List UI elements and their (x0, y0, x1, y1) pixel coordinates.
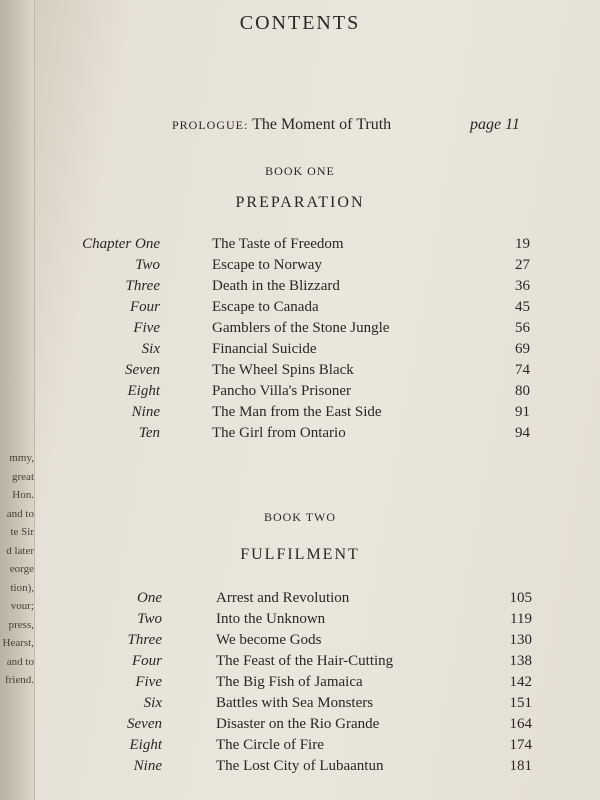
chapter-page-number: 19 (515, 236, 530, 252)
chapter-title: Arrest and Revolution (216, 590, 350, 606)
facing-page-text-fragment: great (12, 470, 34, 483)
chapter-title: Into the Unknown (216, 611, 326, 627)
prologue-entry (172, 116, 391, 134)
chapter-number: One (137, 590, 162, 606)
chapter-number: Five (133, 320, 160, 336)
chapter-page-number: 45 (515, 299, 530, 315)
chapter-title: Financial Suicide (212, 341, 317, 357)
book-one-label: BOOK ONE (265, 164, 335, 178)
book-two-label: BOOK TWO (263, 510, 337, 524)
chapter-title: The Feast of the Hair-Cutting (216, 653, 394, 669)
chapter-page-number: 181 (509, 758, 532, 774)
chapter-number: Ten (138, 425, 160, 441)
facing-page-text-fragment: press, (8, 618, 34, 631)
chapter-number: Five (135, 674, 162, 690)
chapter-number: Six (141, 341, 160, 357)
chapter-page-number: 80 (515, 383, 530, 399)
chapter-page-number: 174 (509, 737, 532, 753)
chapter-title: The Big Fish of Jamaica (216, 674, 363, 690)
chapter-title: The Girl from Ontario (212, 425, 346, 441)
chapter-row (0, 339, 600, 359)
chapter-number: Two (137, 611, 162, 627)
chapter-title: The Circle of Fire (216, 737, 324, 753)
facing-page-text-fragment: eorge (9, 563, 34, 575)
chapter-row (0, 402, 600, 422)
facing-page-text-fragment: tion), (10, 581, 34, 594)
chapter-title: We become Gods (216, 632, 322, 648)
facing-page-text-fragment: and to (6, 507, 34, 520)
facing-page-text-fragment: mmy, (9, 452, 34, 464)
chapter-number: Nine (133, 758, 162, 774)
chapter-number: Three (127, 632, 162, 648)
chapter-number: Four (130, 299, 160, 315)
facing-page-text-fragment: te Sir (10, 526, 34, 538)
chapter-title: The Wheel Spins Black (212, 362, 354, 378)
chapter-number: Three (125, 278, 160, 294)
chapter-title: Gamblers of the Stone Jungle (212, 320, 390, 336)
contents-title: CONTENTS (239, 12, 361, 34)
chapter-page-number: 56 (515, 320, 530, 336)
chapter-page-number: 142 (509, 674, 532, 690)
chapter-page-number: 27 (515, 257, 530, 273)
chapter-title: Battles with Sea Monsters (216, 695, 374, 711)
chapter-page-number: 105 (509, 590, 532, 606)
book-two-name: FULFILMENT (240, 546, 360, 563)
chapter-number: Six (143, 695, 162, 711)
chapter-row (0, 693, 600, 713)
facing-page-text-fragment: and to (6, 655, 34, 668)
chapter-page-number: 69 (515, 341, 530, 357)
chapter-title: Pancho Villa's Prisoner (212, 383, 352, 399)
chapter-number: Seven (125, 362, 160, 378)
chapter-page-number: 36 (515, 278, 530, 294)
chapter-title: Escape to Norway (212, 257, 322, 273)
book-one-name: PREPARATION (235, 194, 365, 211)
chapter-page-number: 138 (509, 653, 532, 669)
chapter-row (0, 630, 600, 650)
chapter-number: Seven (127, 716, 162, 732)
chapter-row (0, 672, 600, 692)
facing-page-text-fragment: friend. (4, 674, 34, 686)
chapter-row (0, 318, 600, 338)
chapter-row (0, 588, 600, 608)
facing-page-text-fragment: Hon. (12, 489, 34, 501)
chapter-title: The Taste of Freedom (212, 236, 344, 252)
prologue-label: PROLOGUE: (172, 118, 249, 132)
facing-page-text-fragment: Hearst, (2, 637, 34, 649)
chapter-title: Escape to Canada (212, 299, 319, 315)
chapter-title: The Lost City of Lubaantun (216, 758, 384, 774)
chapter-page-number: 151 (509, 695, 532, 711)
chapter-row (0, 255, 600, 275)
chapter-title: Disaster on the Rio Grande (216, 716, 380, 732)
chapter-page-number: 164 (509, 716, 532, 732)
chapter-row (0, 381, 600, 401)
chapter-number: Eight (127, 383, 160, 399)
chapter-number: Chapter One (82, 236, 160, 252)
prologue-title: The Moment of Truth (252, 116, 392, 133)
facing-page-text-fragment: d later (6, 544, 34, 557)
chapter-page-number: 119 (510, 611, 532, 627)
chapter-row (0, 276, 600, 296)
chapter-row (0, 609, 600, 629)
chapter-title: Death in the Blizzard (212, 278, 340, 294)
chapter-number: Nine (131, 404, 160, 420)
chapter-row (0, 360, 600, 380)
chapter-row (0, 756, 600, 776)
facing-page-text-fragment: vour; (10, 600, 34, 612)
chapter-page-number: 94 (515, 425, 530, 441)
chapter-number: Two (135, 257, 160, 273)
chapter-page-number: 130 (509, 632, 532, 648)
chapter-row (0, 735, 600, 755)
chapter-row (0, 651, 600, 671)
chapter-page-number: 74 (515, 362, 530, 378)
chapter-number: Four (132, 653, 162, 669)
chapter-row (0, 714, 600, 734)
chapter-number: Eight (129, 737, 162, 753)
chapter-row (0, 423, 600, 443)
chapter-row (0, 234, 600, 254)
prologue-page: page 11 (470, 116, 520, 133)
chapter-page-number: 91 (515, 404, 530, 420)
chapter-row (0, 297, 600, 317)
chapter-title: The Man from the East Side (212, 404, 382, 420)
